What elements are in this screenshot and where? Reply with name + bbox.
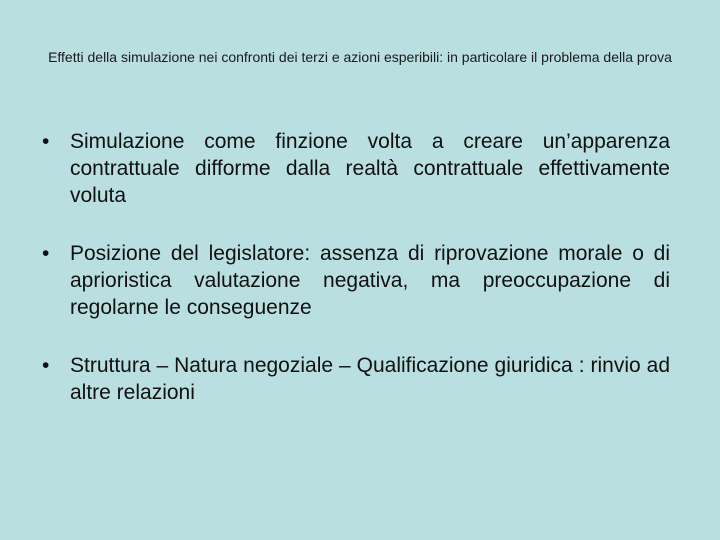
bullet-marker-icon: • (42, 130, 50, 153)
bullet-item-1 (42, 128, 670, 209)
bullet-item-2 (42, 240, 670, 321)
bullet-text-2: Posizione del legislatore: assenza di riprovazione morale o di aprioristica valutazione negativa, ma preoccupazione di regolarne le conseguenze (70, 242, 670, 319)
bullet-marker-icon: • (42, 354, 50, 377)
bullet-list (42, 128, 670, 406)
bullet-marker-icon: • (42, 242, 50, 265)
bullet-text-3: Struttura – Natura negoziale – Qualificazione giuridica : rinvio ad altre relazioni (70, 354, 670, 404)
bullet-item-3 (42, 352, 670, 406)
bullet-text-1: Simulazione come finzione volta a creare un’apparenza contrattuale difforme dalla realtà contrattuale effettivamente voluta (70, 130, 670, 207)
slide-title: Effetti della simulazione nei confronti dei terzi e azioni esperibili: in particolare il problema della prova (48, 49, 672, 65)
